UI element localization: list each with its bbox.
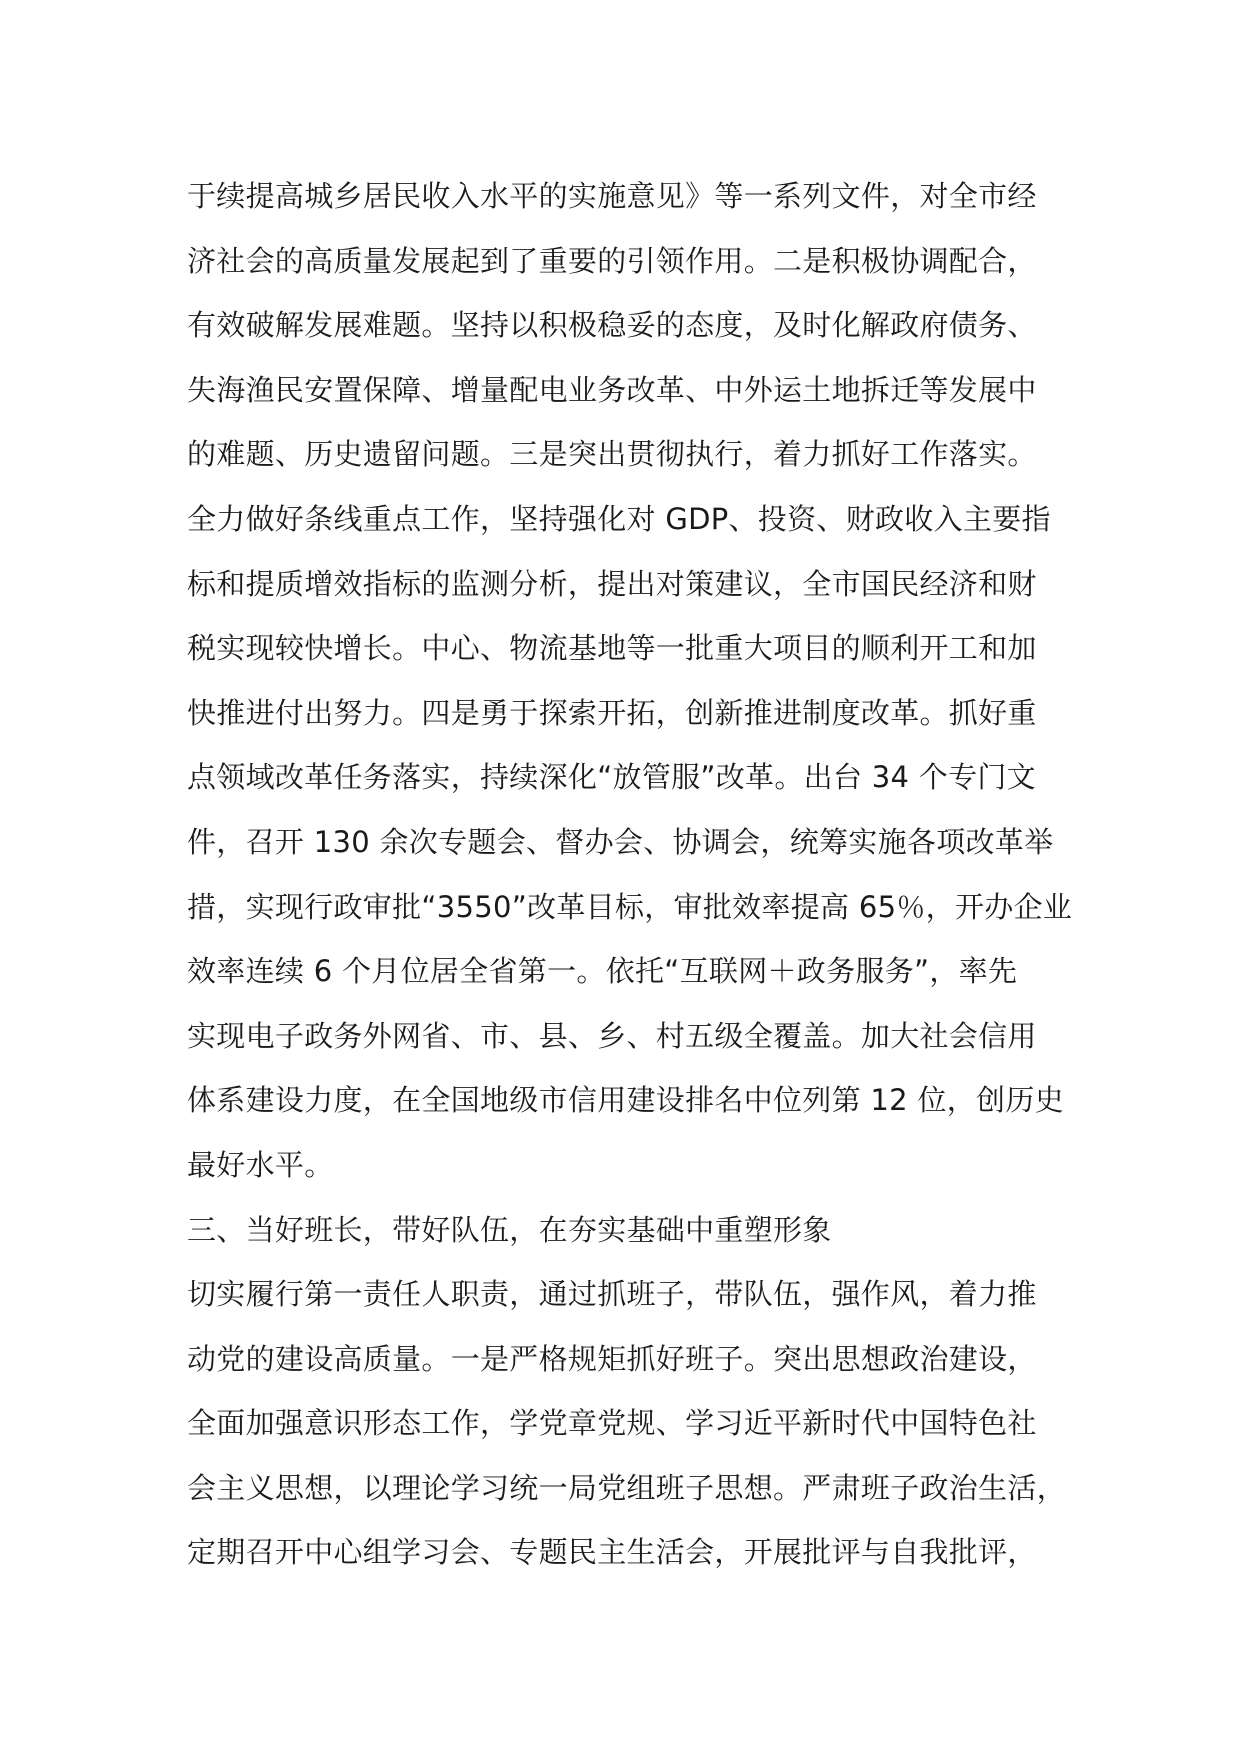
text-line: 全力做好条线重点工作，坚持强化对 GDP、投资、财政收入主要指 [187, 501, 1051, 536]
text-line: 标和提质增效指标的监测分析，提出对策建议，全市国民经济和财 [187, 566, 1037, 601]
text-line: 体系建设力度，在全国地级市信用建设排名中位列第 12 位，创历史 [187, 1083, 1064, 1118]
body-text [187, 164, 1087, 1585]
text-line: 切实履行第一责任人职责，通过抓班子，带队伍，强作风，着力推 [187, 1277, 1037, 1312]
text-line: 实现电子政务外网省、市、县、乡、村五级全覆盖。加大社会信用 [187, 1018, 1037, 1053]
text-line: 的难题、历史遗留问题。三是突出贯彻执行，着力抓好工作落实。 [187, 437, 1037, 472]
text-line: 点领域改革任务落实，持续深化“放管服”改革。出台 34 个专门文 [187, 760, 1036, 795]
text-line: 定期召开中心组学习会、专题民主生活会，开展批评与自我批评， [187, 1535, 1037, 1570]
text-line: 快推进付出努力。四是勇于探索开拓，创新推进制度改革。抓好重 [187, 695, 1037, 730]
text-line: 税实现较快增长。中心、物流基地等一批重大项目的顺利开工和加 [187, 631, 1037, 666]
text-line: 会主义思想，以理论学习统一局党组班子思想。严肃班子政治生活， [187, 1470, 1067, 1505]
text-line: 措，实现行政审批“3550”改革目标，审批效率提高 65％，开办企业 [187, 889, 1073, 924]
text-line: 最好水平。 [187, 1147, 334, 1182]
section-heading: 三、当好班长，带好队伍，在夯实基础中重塑形象 [187, 1212, 832, 1247]
text-line: 全面加强意识形态工作，学党章党规、学习近平新时代中国特色社 [187, 1406, 1037, 1441]
text-line: 失海渔民安置保障、增量配电业务改革、中外运土地拆迁等发展中 [187, 372, 1037, 407]
text-line: 有效破解发展难题。坚持以积极稳妥的态度，及时化解政府债务、 [187, 308, 1037, 343]
text-line: 动党的建设高质量。一是严格规矩抓好班子。突出思想政治建设， [187, 1341, 1037, 1376]
text-line: 件，召开 130 余次专题会、督办会、协调会，统筹实施各项改革举 [187, 824, 1054, 859]
text-line: 于续提高城乡居民收入水平的实施意见》等一系列文件，对全市经 [187, 179, 1037, 213]
text-line: 济社会的高质量发展起到了重要的引领作用。二是积极协调配合， [187, 243, 1037, 278]
text-line: 效率连续 6 个月位居全省第一。依托“互联网＋政务服务”，率先 [187, 954, 1018, 989]
